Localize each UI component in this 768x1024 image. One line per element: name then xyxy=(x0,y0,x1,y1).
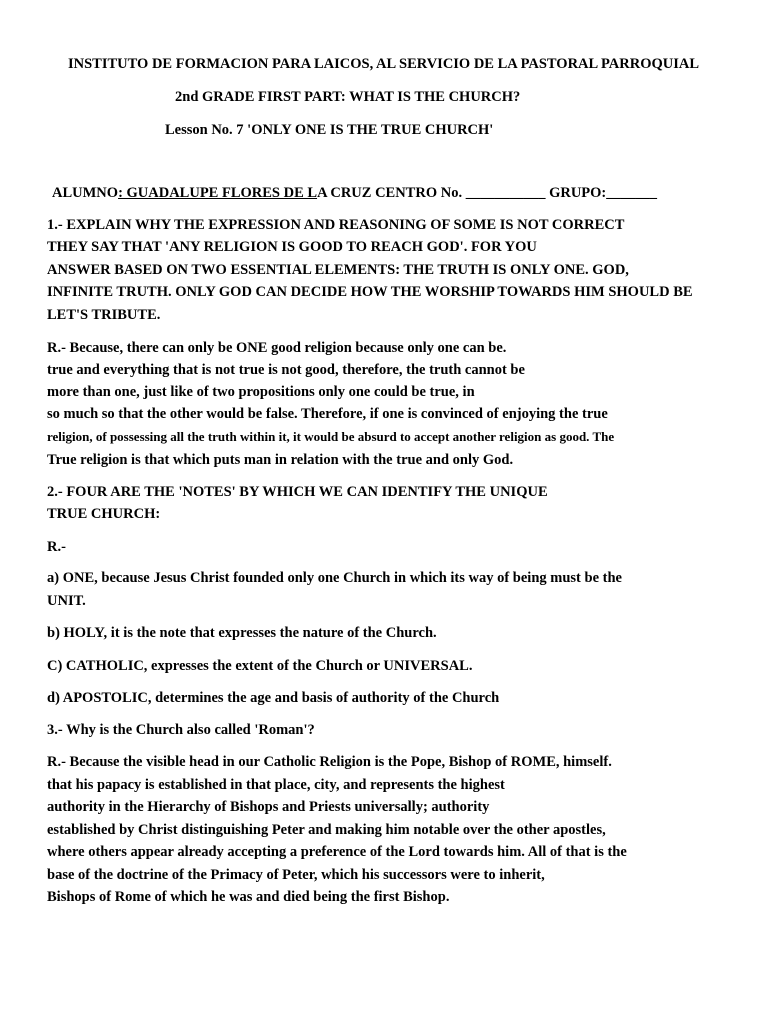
answer3-line: R.- Because the visible head in our Catholic Religion is the Pope, Bishop of ROME, himself. xyxy=(47,754,612,770)
institute-title: INSTITUTO DE FORMACION PARA LAICOS, AL SERVICIO DE LA PASTORAL PARROQUIAL xyxy=(68,56,700,72)
lesson-title: Lesson No. 7 'ONLY ONE IS THE TRUE CHURCH' xyxy=(165,122,494,138)
answer3-line: base of the doctrine of the Primacy of Peter, which his successors were to inherit, xyxy=(47,867,545,883)
note-item-one: a) ONE, because Jesus Christ founded only one Church in which its way of being must be the xyxy=(47,570,622,586)
answer1-line: R.- Because, there can only be ONE good religion because only one can be. xyxy=(47,340,507,356)
answer3-line: that his papacy is established in that place, city, and represents the highest xyxy=(47,777,505,793)
answer2-prefix: R.- xyxy=(47,539,66,555)
answer3-line: where others appear already accepting a preference of the Lord towards him. All of that is the xyxy=(47,844,627,860)
student-label: ALUMNO xyxy=(52,185,119,201)
note-item-one-cont: UNIT. xyxy=(47,593,86,609)
answer3-line: authority in the Hierarchy of Bishops and Priests universally; authority xyxy=(47,799,490,815)
note-item-holy: b) HOLY, it is the note that expresses the nature of the Church. xyxy=(47,625,437,641)
student-name: : GUADALUPE FLORES DE L xyxy=(118,185,318,201)
student-details: A CRUZ CENTRO No. ___________ GRUPO:_______ xyxy=(317,185,658,201)
question1-line: THEY SAY THAT 'ANY RELIGION IS GOOD TO REACH GOD'. FOR YOU xyxy=(47,239,537,255)
question1-line: 1.- EXPLAIN WHY THE EXPRESSION AND REASONING OF SOME IS NOT CORRECT xyxy=(47,217,625,233)
question1-line: INFINITE TRUTH. ONLY GOD CAN DECIDE HOW THE WORSHIP TOWARDS HIM SHOULD BE xyxy=(47,284,693,300)
answer1-line: true and everything that is not true is not good, therefore, the truth cannot be xyxy=(47,362,525,378)
answer1-line: so much so that the other would be false. Therefore, if one is convinced of enjoying the true xyxy=(47,406,608,422)
answer1-line: True religion is that which puts man in relation with the true and only God. xyxy=(47,452,514,468)
question2-line: TRUE CHURCH: xyxy=(47,506,161,522)
answer3-line: established by Christ distinguishing Peter and making him notable over the other apostles, xyxy=(47,822,606,838)
question2-line: 2.- FOUR ARE THE 'NOTES' BY WHICH WE CAN IDENTIFY THE UNIQUE xyxy=(47,484,548,500)
question1-line: LET'S TRIBUTE. xyxy=(47,307,161,323)
answer3-line: Bishops of Rome of which he was and died being the first Bishop. xyxy=(47,889,450,905)
answer1-line: religion, of possessing all the truth within it, it would be absurd to accept another religion as good. The xyxy=(47,429,615,444)
grade-title: 2nd GRADE FIRST PART: WHAT IS THE CHURCH? xyxy=(175,89,521,105)
answer1-line: more than one, just like of two propositions only one could be true, in xyxy=(47,384,475,400)
note-item-apostolic: d) APOSTOLIC, determines the age and basis of authority of the Church xyxy=(47,690,500,706)
question3-text: 3.- Why is the Church also called 'Roman'? xyxy=(47,722,315,738)
note-item-catholic: C) CATHOLIC, expresses the extent of the Church or UNIVERSAL. xyxy=(47,658,473,674)
question1-line: ANSWER BASED ON TWO ESSENTIAL ELEMENTS: THE TRUTH IS ONLY ONE. GOD, xyxy=(47,262,629,278)
student-line xyxy=(52,186,657,201)
